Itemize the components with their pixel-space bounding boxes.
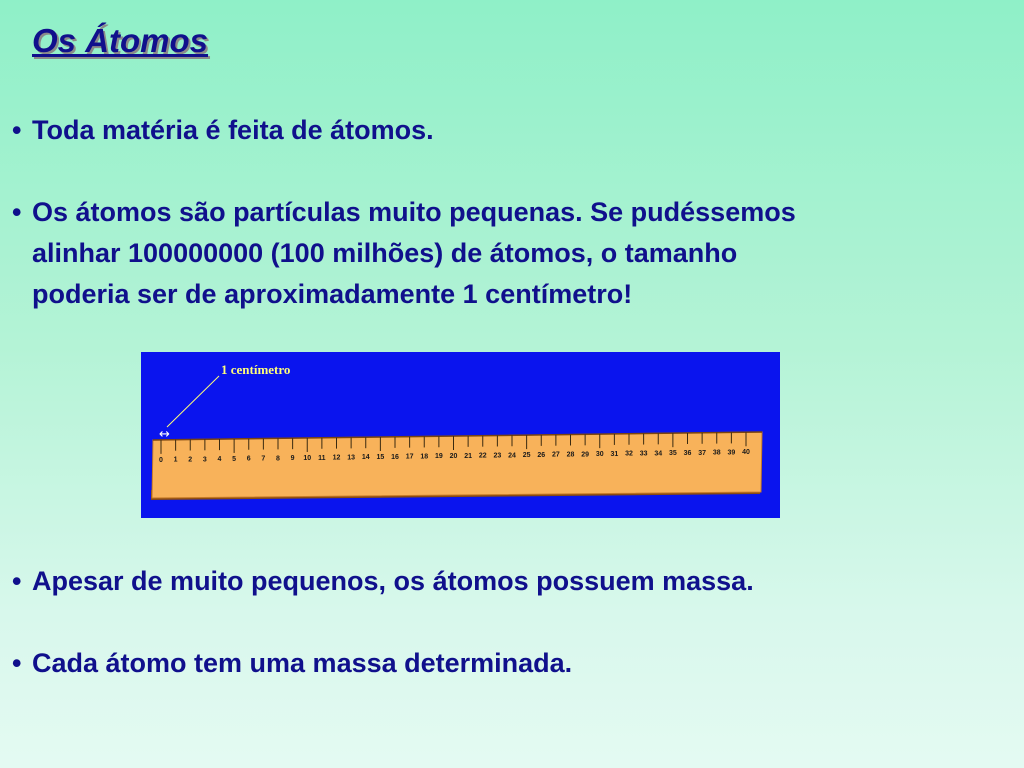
ruler-tick-label: 16 [391, 453, 399, 461]
bullet-atom-mass [12, 561, 754, 602]
ruler-tick-label: 40 [742, 449, 750, 457]
ruler-tick-label: 34 [654, 450, 663, 458]
bullet-mark: • [12, 648, 22, 678]
ruler-tick-label: 5 [232, 455, 237, 463]
ruler-tick-label: 4 [217, 456, 222, 464]
ruler-tick-label: 15 [376, 454, 385, 462]
ruler-tick-label: 24 [508, 452, 516, 460]
bullet-mark: • [12, 197, 22, 227]
ruler-tick-label: 35 [668, 450, 677, 458]
ruler-tick-label: 33 [639, 450, 648, 458]
bullet-text: Cada átomo tem uma massa determinada. [32, 648, 573, 678]
ruler-tick-label: 30 [595, 451, 604, 459]
label-pointer-line [167, 376, 219, 427]
bullet-mark: • [12, 115, 22, 145]
ruler-figure [141, 352, 780, 518]
bullet-text: Os átomos são partículas muito pequenas. Se pudéssemos [32, 197, 796, 227]
ruler-tick-label: 14 [361, 454, 370, 462]
bullet-text: alinhar 100000000 (100 milhões) de átomos, o tamanho [32, 238, 738, 268]
ruler-tick-label: 11 [318, 454, 326, 462]
bullet-mark: • [12, 566, 22, 596]
ruler-tick-label: 1 [173, 456, 178, 464]
ruler-tick-label: 18 [420, 453, 429, 461]
ruler-tick-label: 32 [625, 450, 633, 458]
ruler-tick-label: 27 [551, 451, 560, 459]
ruler-tick-label: 29 [581, 451, 590, 459]
ruler-tick-label: 22 [478, 452, 487, 460]
ruler-tick-label: 7 [261, 455, 266, 463]
ruler-body [152, 432, 762, 498]
centimeter-arrow-icon: ↔ [159, 427, 170, 442]
ruler-tick-label: 25 [522, 452, 531, 460]
ruler-tick-label: 28 [566, 451, 575, 459]
ruler-tick-label: 17 [405, 453, 414, 461]
ruler-illustration [141, 352, 780, 518]
ruler-tick-label: 3 [202, 456, 207, 464]
ruler-tick-label: 39 [727, 449, 736, 457]
ruler-tick-label: 21 [464, 452, 473, 460]
ruler-tick-label: 2 [188, 456, 193, 464]
bullet-determined-mass [12, 643, 572, 684]
centimeter-label: 1 centímetro [221, 362, 291, 377]
ruler-tick-label: 10 [303, 454, 312, 462]
bullet-matter-atoms [12, 110, 434, 151]
ruler-tick-label: 12 [332, 454, 341, 462]
ruler-tick-label: 37 [698, 449, 707, 457]
ruler-tick-label: 0 [159, 456, 163, 464]
ruler-tick-label: 36 [683, 449, 692, 457]
ruler-tick-label: 26 [537, 451, 546, 459]
ruler-tick-label: 23 [493, 452, 502, 460]
bullet-text: Apesar de muito pequenos, os átomos possuem massa. [32, 566, 754, 596]
ruler-tick-label: 38 [712, 449, 721, 457]
slide-title: Os Átomos [32, 22, 209, 59]
bullet-text: poderia ser de aproximadamente 1 centímetro! [32, 279, 633, 309]
ruler-tick-label: 19 [434, 453, 443, 461]
ruler-tick-label: 13 [347, 454, 356, 462]
bullet-text: Toda matéria é feita de átomos. [32, 115, 434, 145]
ruler-tick-label: 31 [610, 450, 619, 458]
ruler-tick-label: 6 [246, 455, 251, 463]
ruler-tick-label: 20 [449, 453, 458, 461]
ruler-tick-label: 9 [290, 455, 295, 463]
bullet-atom-size [12, 192, 796, 315]
ruler-tick-label: 8 [276, 455, 280, 463]
